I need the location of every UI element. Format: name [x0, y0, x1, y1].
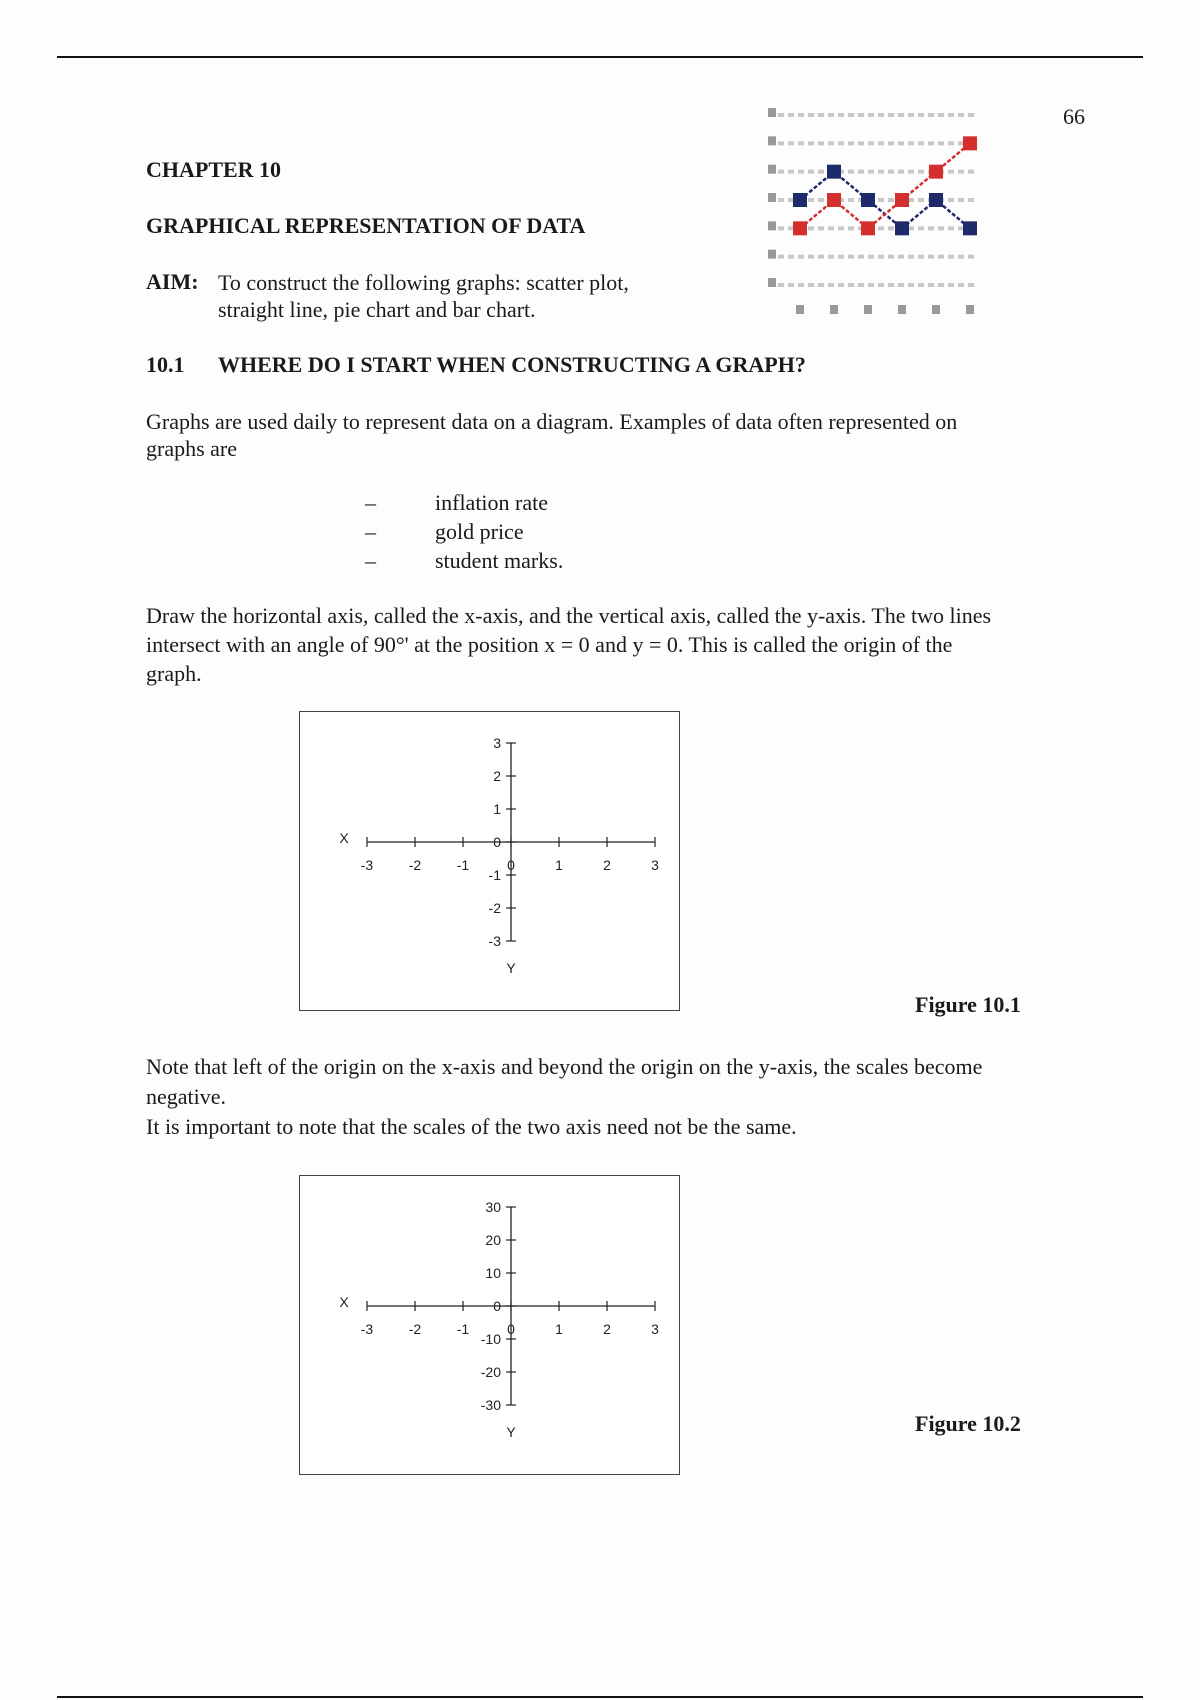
y-tick-mark [768, 250, 776, 259]
aim-line-2: straight line, pie chart and bar chart. [218, 297, 536, 322]
x-tick-label: 3 [651, 857, 659, 873]
bottom-rule [57, 1696, 1143, 1698]
y-tick-label: 30 [485, 1199, 501, 1215]
x-tick-label: 1 [555, 857, 563, 873]
y-tick-label: -30 [480, 1397, 501, 1413]
series-line-red [800, 143, 970, 228]
chapter-label: CHAPTER 10 [146, 157, 282, 182]
paragraph-intro-line-1: Graphs are used daily to represent data on a diagram. Examples of data often represented on [146, 409, 958, 434]
x-tick-mark [830, 305, 838, 314]
paragraph-negative-line-3: It is important to note that the scales of the two axis need not be the same. [146, 1114, 797, 1139]
paragraph-axes-line-2: intersect with an angle of 90°' at the position x = 0 and y = 0. This is called the origin of the [146, 632, 953, 657]
data-point-navy [793, 193, 807, 207]
x-tick-mark [932, 305, 940, 314]
data-point-red [827, 193, 841, 207]
y-tick-label: -10 [480, 1331, 501, 1347]
x-tick-label: 0 [507, 1321, 515, 1337]
paragraph-negative-line-2: negative. [146, 1084, 227, 1109]
section-title: WHERE DO I START WHEN CONSTRUCTING A GRAPH? [218, 352, 806, 377]
figure-10-2 [299, 1175, 680, 1475]
axes-plot-1 [300, 712, 681, 1012]
x-tick-label: 0 [507, 857, 515, 873]
y-tick-label: 1 [493, 801, 501, 817]
x-axis-label: X [339, 830, 349, 846]
data-point-navy [929, 193, 943, 207]
y-tick-label: -20 [480, 1364, 501, 1380]
y-tick-label: 0 [493, 834, 501, 850]
paragraph-intro [146, 408, 1146, 462]
y-tick-mark [768, 221, 776, 230]
list-item-text: inflation rate [435, 490, 549, 515]
y-axis-label: Y [506, 960, 516, 976]
x-tick-label: -1 [456, 857, 470, 873]
paragraph-negative [146, 1052, 1166, 1142]
y-tick-label: -2 [488, 900, 501, 916]
page-number: 66 [1063, 104, 1085, 129]
y-tick-mark [768, 165, 776, 174]
x-tick-label: 3 [651, 1321, 659, 1337]
paragraph-axes-line-1: Draw the horizontal axis, called the x-axis, and the vertical axis, called the y-axis. The two lines [146, 603, 992, 628]
figure-10-1 [299, 711, 680, 1011]
data-point-red [895, 193, 909, 207]
chapter-title: GRAPHICAL REPRESENTATION OF DATA [146, 213, 586, 238]
y-tick-label: 2 [493, 768, 501, 784]
aim-label: AIM: [146, 269, 199, 294]
list-item-text: gold price [435, 519, 524, 544]
x-axis-label: X [339, 1294, 349, 1310]
paragraph-axes-line-3: graph. [146, 661, 202, 686]
section-number: 10.1 [146, 352, 185, 377]
paragraph-negative-line-1: Note that left of the origin on the x-axis and beyond the origin on the y-axis, the scales become [146, 1054, 983, 1079]
data-point-red [929, 165, 943, 179]
data-point-navy [827, 165, 841, 179]
y-tick-mark [768, 193, 776, 202]
y-tick-label: 10 [485, 1265, 501, 1281]
x-tick-mark [864, 305, 872, 314]
list-item [365, 519, 563, 548]
list-item-text: student marks. [435, 548, 564, 573]
aim-text [218, 269, 738, 323]
y-tick-mark [768, 136, 776, 145]
bullet-dash: – [365, 548, 376, 573]
y-tick-label: 3 [493, 735, 501, 751]
example-list [365, 490, 563, 577]
data-point-red [793, 221, 807, 235]
axes-plot-2 [300, 1176, 681, 1476]
y-tick-label: -1 [488, 867, 501, 883]
paragraph-intro-line-2: graphs are [146, 436, 238, 461]
paragraph-axes [146, 601, 1166, 688]
figure-caption-2: Figure 10.2 [915, 1411, 1021, 1436]
series-line-navy [800, 172, 970, 229]
top-rule [57, 56, 1143, 58]
x-tick-mark [796, 305, 804, 314]
list-item [365, 490, 563, 519]
y-tick-label: 0 [493, 1298, 501, 1314]
x-tick-label: -3 [360, 857, 374, 873]
chapter-icon-chart [760, 100, 990, 325]
x-tick-mark [898, 305, 906, 314]
y-tick-label: 20 [485, 1232, 501, 1248]
figure-caption-1: Figure 10.1 [915, 992, 1021, 1017]
x-tick-label: -2 [408, 857, 422, 873]
bullet-dash: – [365, 519, 376, 544]
data-point-navy [861, 193, 875, 207]
y-axis-label: Y [506, 1424, 516, 1440]
list-item [365, 548, 563, 577]
x-tick-label: -3 [360, 1321, 374, 1337]
y-tick-label: -3 [488, 933, 501, 949]
data-point-red [963, 136, 977, 150]
data-point-navy [895, 221, 909, 235]
data-point-navy [963, 221, 977, 235]
data-point-red [861, 221, 875, 235]
x-tick-label: 2 [603, 857, 611, 873]
x-tick-mark [966, 305, 974, 314]
y-tick-mark [768, 108, 776, 117]
x-tick-label: -2 [408, 1321, 422, 1337]
aim-line-1: To construct the following graphs: scatter plot, [218, 270, 629, 295]
x-tick-label: 2 [603, 1321, 611, 1337]
x-tick-label: -1 [456, 1321, 470, 1337]
y-tick-mark [768, 278, 776, 287]
bullet-dash: – [365, 490, 376, 515]
x-tick-label: 1 [555, 1321, 563, 1337]
